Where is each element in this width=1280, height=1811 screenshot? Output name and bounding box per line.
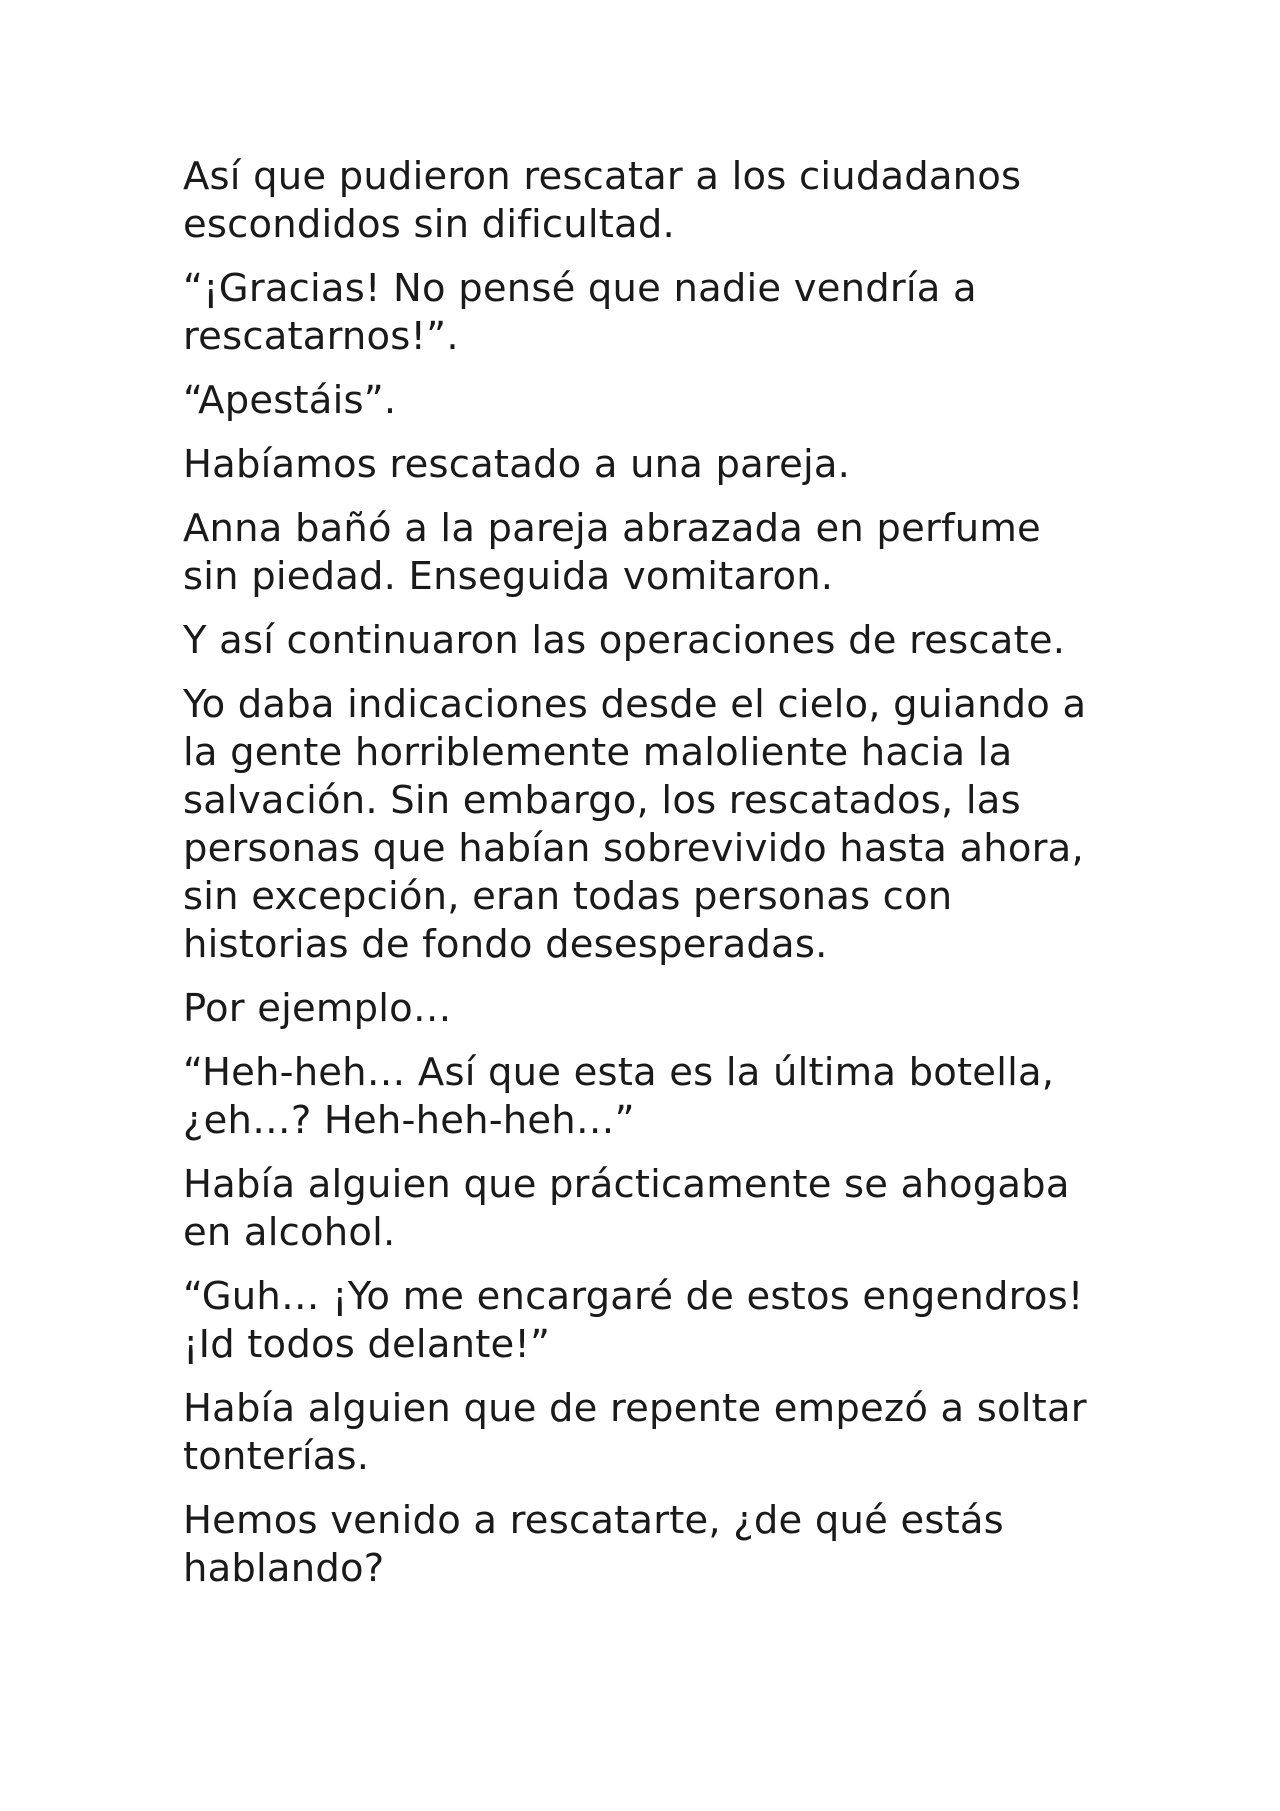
- paragraph: Por ejemplo…: [183, 986, 452, 1031]
- paragraph: “Guh… ¡Yo me encargaré de estos engendros! ¡Id todos delante!”: [183, 1274, 1084, 1367]
- paragraph: “¡Gracias! No pensé que nadie vendría a rescatarnos!”.: [183, 266, 977, 359]
- paragraph: Había alguien que prácticamente se ahogaba en alcohol.: [183, 1162, 1070, 1255]
- paragraph: Y así continuaron las operaciones de rescate.: [183, 618, 1066, 663]
- paragraph: “Heh-heh… Así que esta es la última botella, ¿eh…? Heh-heh-heh…”: [183, 1050, 1055, 1143]
- paragraph: Anna bañó a la pareja abrazada en perfume sin piedad. Enseguida vomitaron.: [183, 506, 1041, 599]
- paragraph: Yo daba indicaciones desde el cielo, guiando a la gente horriblemente maloliente hacia la salvación. Sin embargo, los rescatados, las personas que habían sobrevivido hasta ahora, sin excepción, eran todas personas con historias de fondo desesperadas.: [183, 682, 1087, 967]
- paragraph: Habíamos rescatado a una pareja.: [183, 442, 851, 487]
- paragraph: Así que pudieron rescatar a los ciudadanos escondidos sin dificultad.: [183, 154, 1022, 247]
- paragraph: “Apestáis”.: [183, 378, 397, 423]
- body-text: [183, 153, 1123, 1609]
- paragraph: Hemos venido a rescatarte, ¿de qué estás hablando?: [183, 1498, 1004, 1591]
- paragraph: Había alguien que de repente empezó a soltar tonterías.: [183, 1386, 1087, 1479]
